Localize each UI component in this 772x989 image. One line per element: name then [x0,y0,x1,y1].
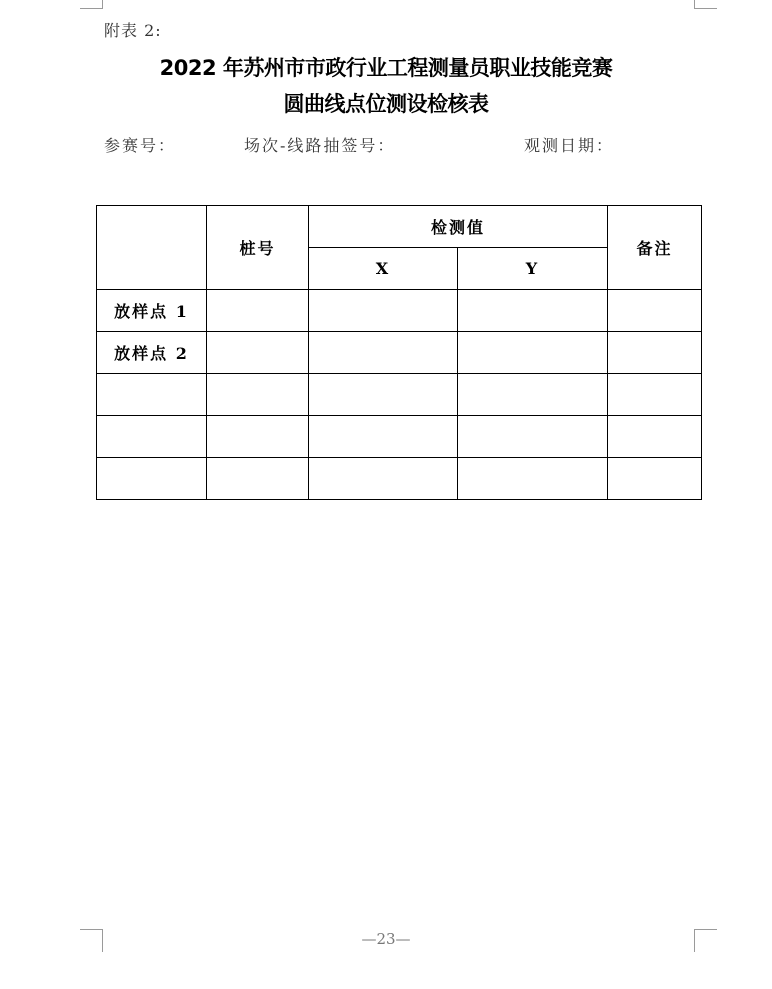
table-row [97,290,702,332]
row-stake-cell[interactable] [207,290,309,332]
row-y-cell[interactable] [458,374,608,416]
row-stake-cell[interactable] [207,374,309,416]
observation-date-field: 观测日期： [524,136,615,155]
row-label [97,374,207,416]
row-x-cell[interactable] [309,416,458,458]
document-subtitle: 圆曲线点位测设检核表 [283,92,489,116]
crop-mark-top-left [80,0,103,9]
row-label [97,458,207,500]
session-route-number-field: 场次-线路抽签号： [244,136,396,155]
row-x-cell[interactable] [309,374,458,416]
row-y-cell[interactable] [458,332,608,374]
table-row [97,458,702,500]
header-measured-value: 检测值 [309,206,608,248]
row-x-cell[interactable] [309,332,458,374]
row-label: 放样点 1 [97,290,207,332]
row-stake-cell[interactable] [207,416,309,458]
header-x: X [309,248,458,290]
row-remark-cell[interactable] [608,416,702,458]
row-remark-cell[interactable] [608,374,702,416]
row-label [97,416,207,458]
check-table [96,205,702,500]
crop-mark-top-right [694,0,717,9]
header-remarks: 备注 [608,206,702,290]
row-label: 放样点 2 [97,332,207,374]
row-remark-cell[interactable] [608,290,702,332]
row-remark-cell[interactable] [608,458,702,500]
row-stake-cell[interactable] [207,332,309,374]
document-title: 2022 年苏州市市政行业工程测量员职业技能竞赛 [159,56,613,80]
table-row [97,416,702,458]
table-row [97,374,702,416]
row-remark-cell[interactable] [608,332,702,374]
table-row [97,332,702,374]
page-number: —23— [361,930,411,948]
row-y-cell[interactable] [458,458,608,500]
header-stake-number: 桩号 [207,206,309,290]
appendix-label: 附表 2: [104,21,162,40]
participant-number-field: 参赛号： [104,136,177,155]
header-blank-cell [97,206,207,290]
row-x-cell[interactable] [309,458,458,500]
header-y: Y [458,248,608,290]
row-y-cell[interactable] [458,290,608,332]
row-stake-cell[interactable] [207,458,309,500]
row-y-cell[interactable] [458,416,608,458]
row-x-cell[interactable] [309,290,458,332]
table-header-row [97,206,702,248]
